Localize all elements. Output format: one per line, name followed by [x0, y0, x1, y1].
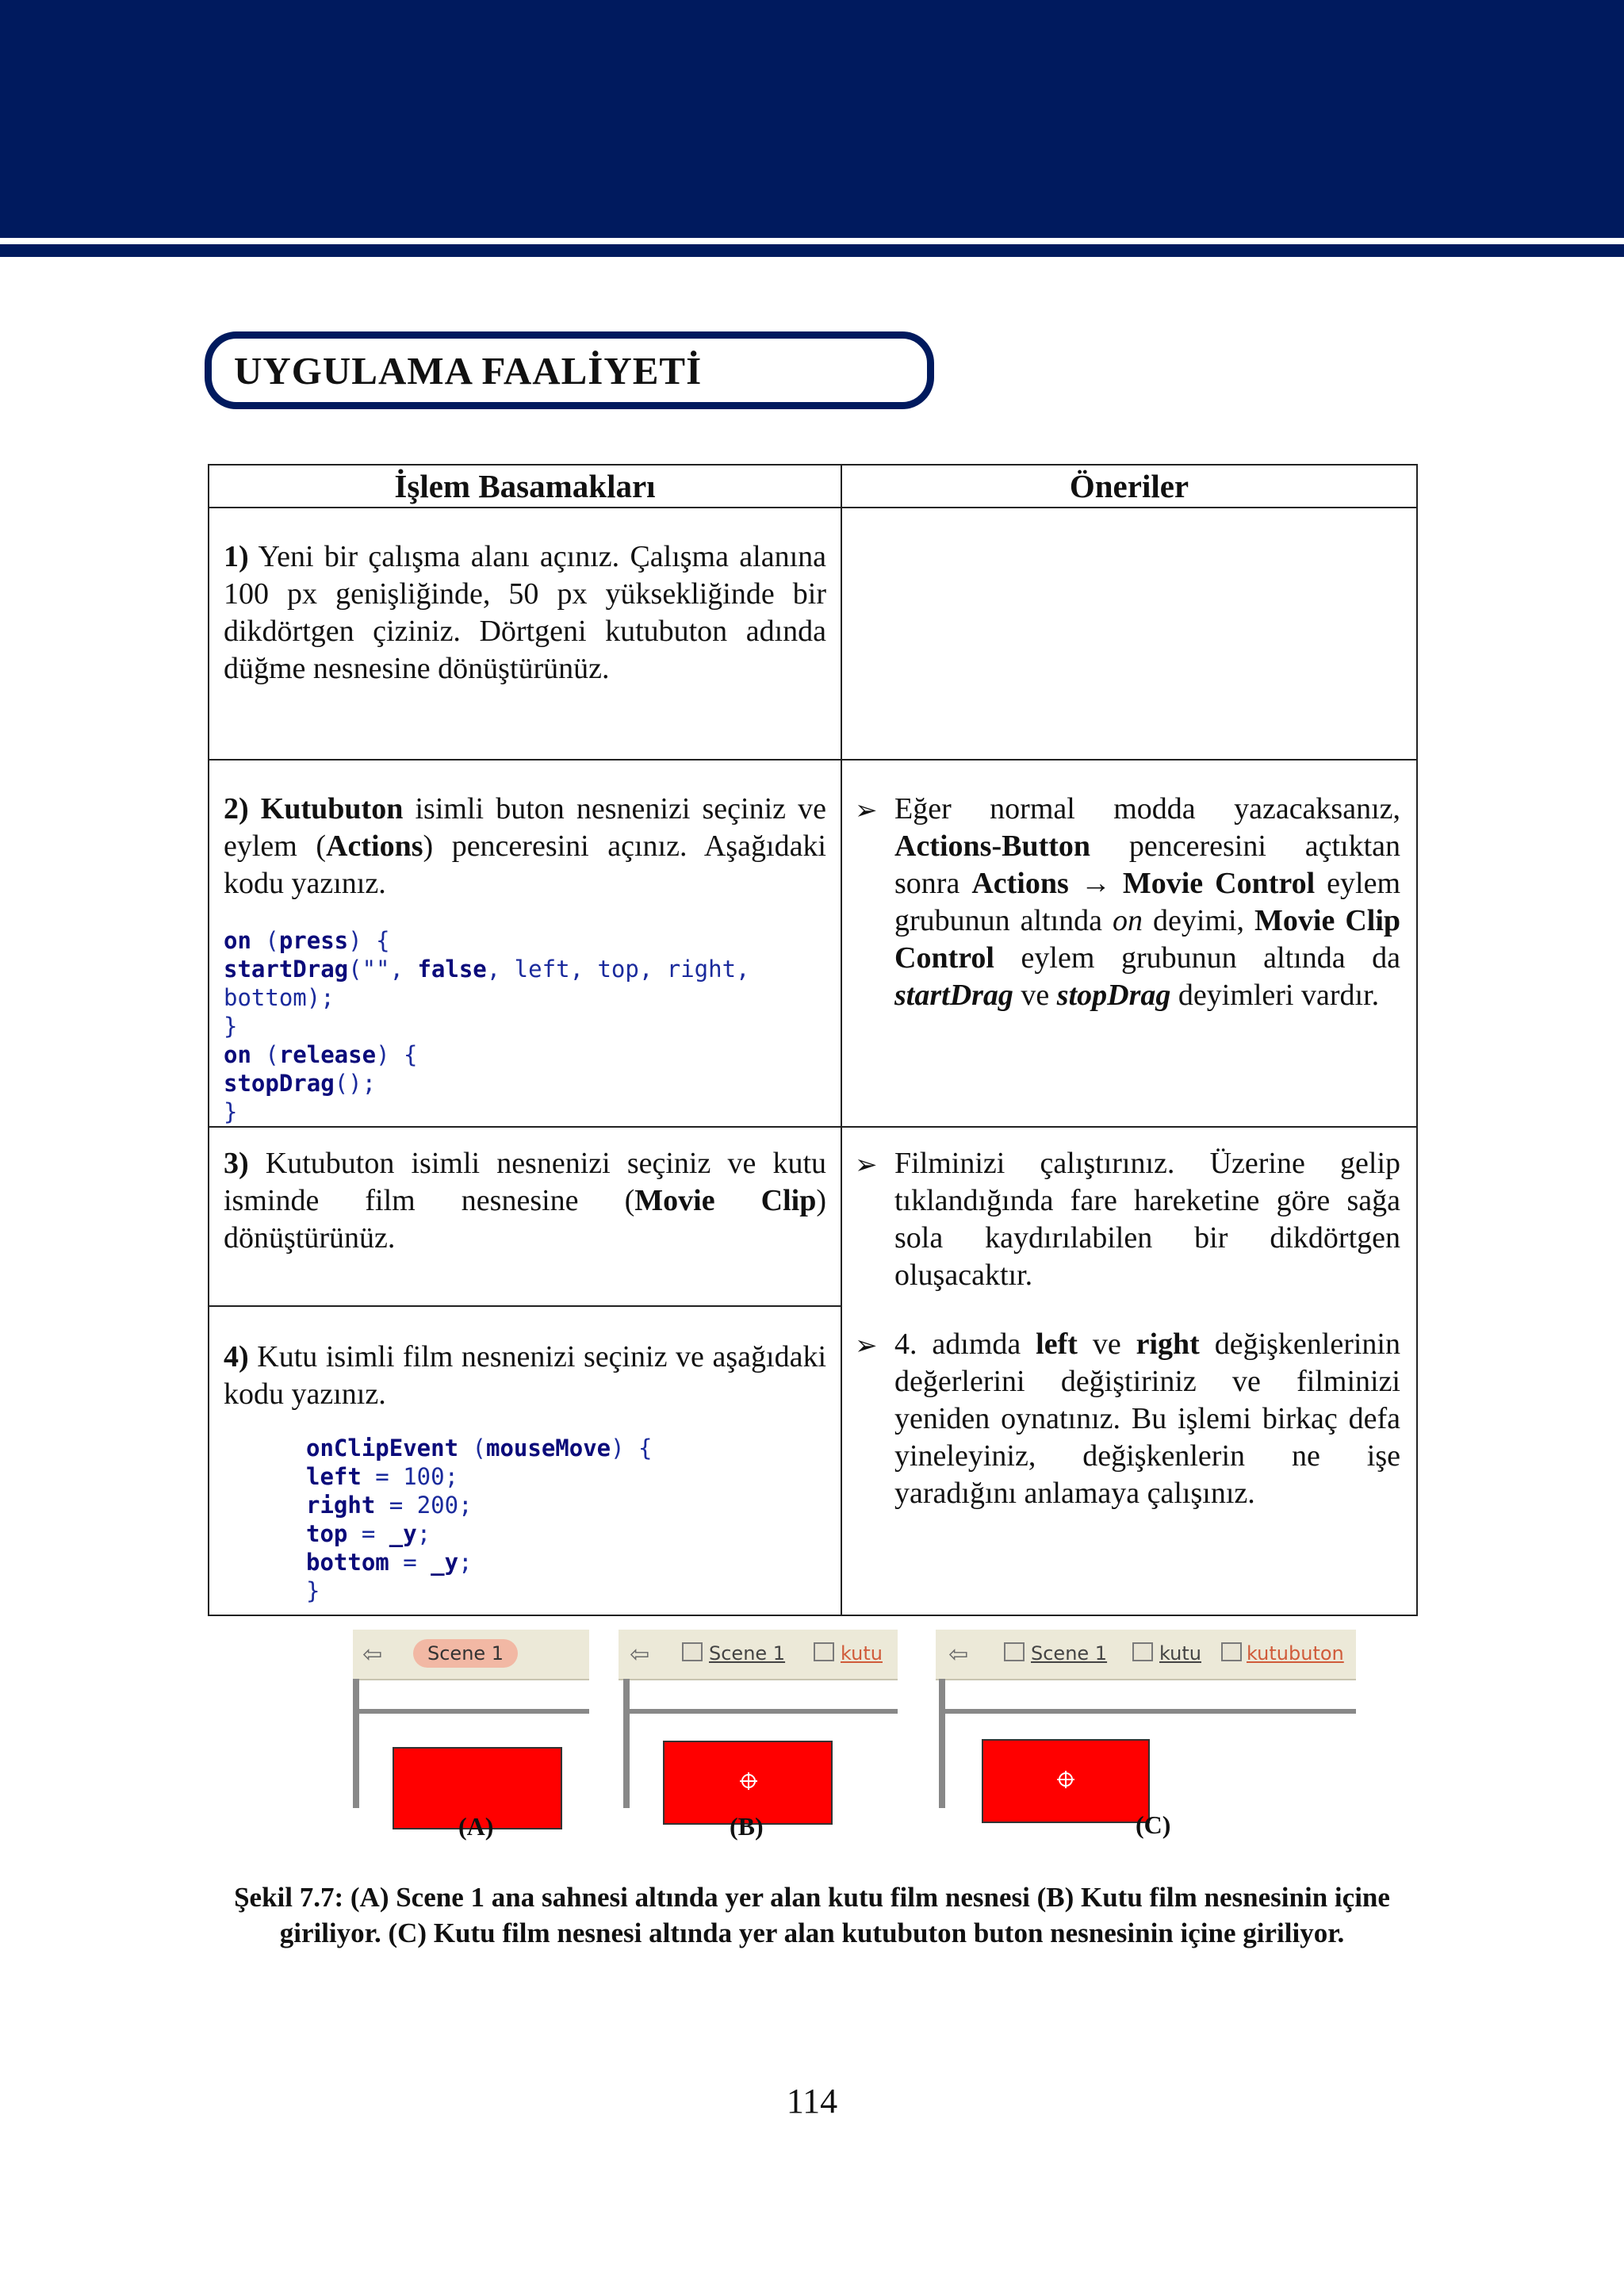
code1-line: }	[224, 1098, 238, 1125]
button-icon	[1221, 1642, 1242, 1661]
header-gap	[0, 238, 1624, 244]
sugg3-text: Filminizi çalıştırınız. Üzerine gelip tıklandığında fare hareketine göre sağa sola kaydırılabilen bir dikdörtgen oluşacaktır.	[894, 1147, 1400, 1292]
sugg4-t2: ve	[1092, 1327, 1121, 1361]
sugg2-bi1: startDrag	[894, 979, 1013, 1012]
sugg2-t1: Eğer normal modda yazacaksanız,	[894, 792, 1400, 826]
code2-line: }	[306, 1577, 320, 1604]
screenshot-b	[619, 1630, 898, 1808]
sugg2-b3: Movie Control	[1122, 867, 1316, 900]
movieclip-icon	[814, 1642, 834, 1661]
sugg2-t5: eylem grubunun altında da	[1021, 941, 1400, 975]
registration-point-icon	[1059, 1772, 1073, 1787]
step3-bold: Movie Clip	[634, 1184, 817, 1217]
figure-label-b: (B)	[730, 1812, 764, 1841]
stage-edge	[939, 1679, 945, 1808]
sugg34-cell	[841, 1127, 1417, 1615]
code2-line: right = 200;	[306, 1492, 473, 1519]
col-header-steps: İşlem Basamakları	[209, 465, 841, 508]
step1-text: Yeni bir çalışma alanı açınız. Çalışma alanına 100 px genişliğinde, 50 px yüksekliğinde bir dikdörtgen çiziniz. Dörtgeni kutubuton adında düğme nesnesine dönüştürünüz.	[224, 540, 826, 685]
step4-cell	[209, 1306, 841, 1615]
sugg4-b2: right	[1136, 1327, 1200, 1361]
scene-crumb: Scene 1	[709, 1642, 786, 1665]
code2-line: onClipEvent (mouseMove) {	[306, 1435, 653, 1462]
figure-caption: Şekil 7.7: (A) Scene 1 ana sahnesi altında yer alan kutu film nesnesi (B) Kutu film nesnesinin içine giriliyor. (C) Kutu film nesnesi altında yer alan kutubuton buton nesnesinin içine giriliyor.	[234, 1882, 1390, 1948]
sugg2-t3: eylem grubunun altında	[894, 867, 1401, 937]
sugg2-b4: Movie Clip Control	[894, 904, 1401, 975]
back-arrow-icon: ⇦	[948, 1641, 969, 1668]
button-crumb: kutubuton	[1247, 1642, 1344, 1665]
sugg2-t2: penceresini açtıktan sonra	[894, 829, 1401, 900]
timeline-bar	[619, 1630, 898, 1680]
step3-cell	[209, 1127, 841, 1306]
clip-crumb: kutu	[1159, 1642, 1201, 1665]
screenshot-c	[936, 1630, 1356, 1808]
bullet-arrow-icon: ➢	[855, 1330, 878, 1362]
step2-text-b: ) penceresini açınız. Aşağıdaki kodu yazınız.	[224, 829, 826, 900]
stage-edge	[353, 1709, 589, 1714]
code1-line: startDrag("", false, left, top, right, bottom);	[224, 956, 750, 1011]
timeline-bar	[353, 1630, 589, 1680]
sugg4-b1: left	[1036, 1327, 1078, 1361]
sugg2-i1: on	[1113, 904, 1143, 937]
step2-bold: Kutubuton	[260, 792, 404, 826]
scene-icon	[1004, 1642, 1025, 1661]
sugg2-t7: deyimleri vardır.	[1178, 979, 1380, 1012]
step1-cell: 1) Yeni bir çalışma alanı açınız. Çalışma alanına 100 px genişliğinde, 50 px yüksekliğinde bir dikdörtgen çiziniz. Dörtgeni kutubuton adında düğme nesnesine dönüştürünüz.	[209, 508, 841, 760]
code-block-2	[306, 1434, 826, 1605]
sugg1-cell	[841, 508, 1417, 760]
stage-edge	[353, 1679, 359, 1808]
sugg2-b2: Actions	[971, 867, 1069, 900]
code2-line: top = _y;	[306, 1520, 431, 1547]
step2-actions: Actions	[326, 829, 423, 863]
header-rule	[0, 244, 1624, 257]
col-header-suggestions: Öneriler	[841, 465, 1417, 508]
step3-text: Kutubuton isimli nesnenizi seçiniz ve kutu isminde film nesnesine (	[224, 1147, 827, 1217]
stage-edge	[623, 1709, 898, 1714]
code1-line: }	[224, 1013, 238, 1040]
stage-edge	[939, 1709, 1356, 1714]
step4-num: 4)	[224, 1340, 249, 1373]
code1-line: on (press) {	[224, 927, 390, 954]
code1-line: stopDrag();	[224, 1070, 377, 1097]
scene-icon	[682, 1642, 703, 1661]
sugg2-cell	[841, 760, 1417, 1127]
sugg4-t1: 4. adımda	[894, 1327, 1021, 1361]
bullet-arrow-icon: ➢	[855, 1149, 878, 1181]
sugg4-t3: değişkenlerinin değerlerini değiştiriniz ve filminizi yeniden oynatınız. Bu işlemi birkaç defa yineleyiniz, değişkenlerin ne işe yaradığını anlamaya çalışınız.	[894, 1327, 1400, 1510]
code1-line: on (release) {	[224, 1041, 418, 1068]
scene-crumb: Scene 1	[1031, 1642, 1108, 1665]
bullet-arrow-icon: ➢	[855, 795, 878, 826]
scene-crumb: Scene 1	[413, 1639, 518, 1668]
page-number: 114	[786, 2082, 838, 2121]
step3-end: ) dönüştürünüz.	[224, 1184, 826, 1255]
code2-line: left = 100;	[306, 1463, 459, 1490]
registration-point-icon	[741, 1774, 756, 1788]
code-block-1	[224, 926, 826, 1126]
screenshot-a	[353, 1630, 589, 1808]
sugg2-t6: ve	[1021, 979, 1050, 1012]
activity-title: UYGULAMA FAALİYETİ	[234, 348, 703, 393]
movieclip-icon	[1132, 1642, 1153, 1661]
steps-table	[208, 464, 1418, 1616]
figure-label-a: (A)	[458, 1812, 494, 1841]
sugg2-t4: deyimi,	[1153, 904, 1245, 937]
sugg2-bi2: stopDrag	[1056, 979, 1171, 1012]
step2-num: 2)	[224, 792, 249, 826]
timeline-bar	[936, 1630, 1356, 1680]
step3-num: 3)	[224, 1147, 249, 1180]
code2-line: bottom = _y;	[306, 1549, 473, 1576]
activity-title-badge	[205, 331, 934, 409]
step2-cell	[209, 760, 841, 1127]
stage-edge	[623, 1679, 630, 1808]
sugg2-b1: Actions-Button	[894, 829, 1091, 863]
back-arrow-icon: ⇦	[362, 1641, 383, 1668]
figure-label-c: (C)	[1136, 1810, 1171, 1839]
clip-crumb: kutu	[841, 1642, 883, 1665]
header-band	[0, 0, 1624, 238]
step2-text-a: isimli buton nesnenizi seçiniz ve eylem (	[224, 792, 827, 863]
sugg2-arrow: →	[1080, 867, 1111, 900]
step4-text: Kutu isimli film nesnenizi seçiniz ve aşağıdaki kodu yazınız.	[224, 1340, 827, 1411]
back-arrow-icon: ⇦	[630, 1641, 650, 1668]
